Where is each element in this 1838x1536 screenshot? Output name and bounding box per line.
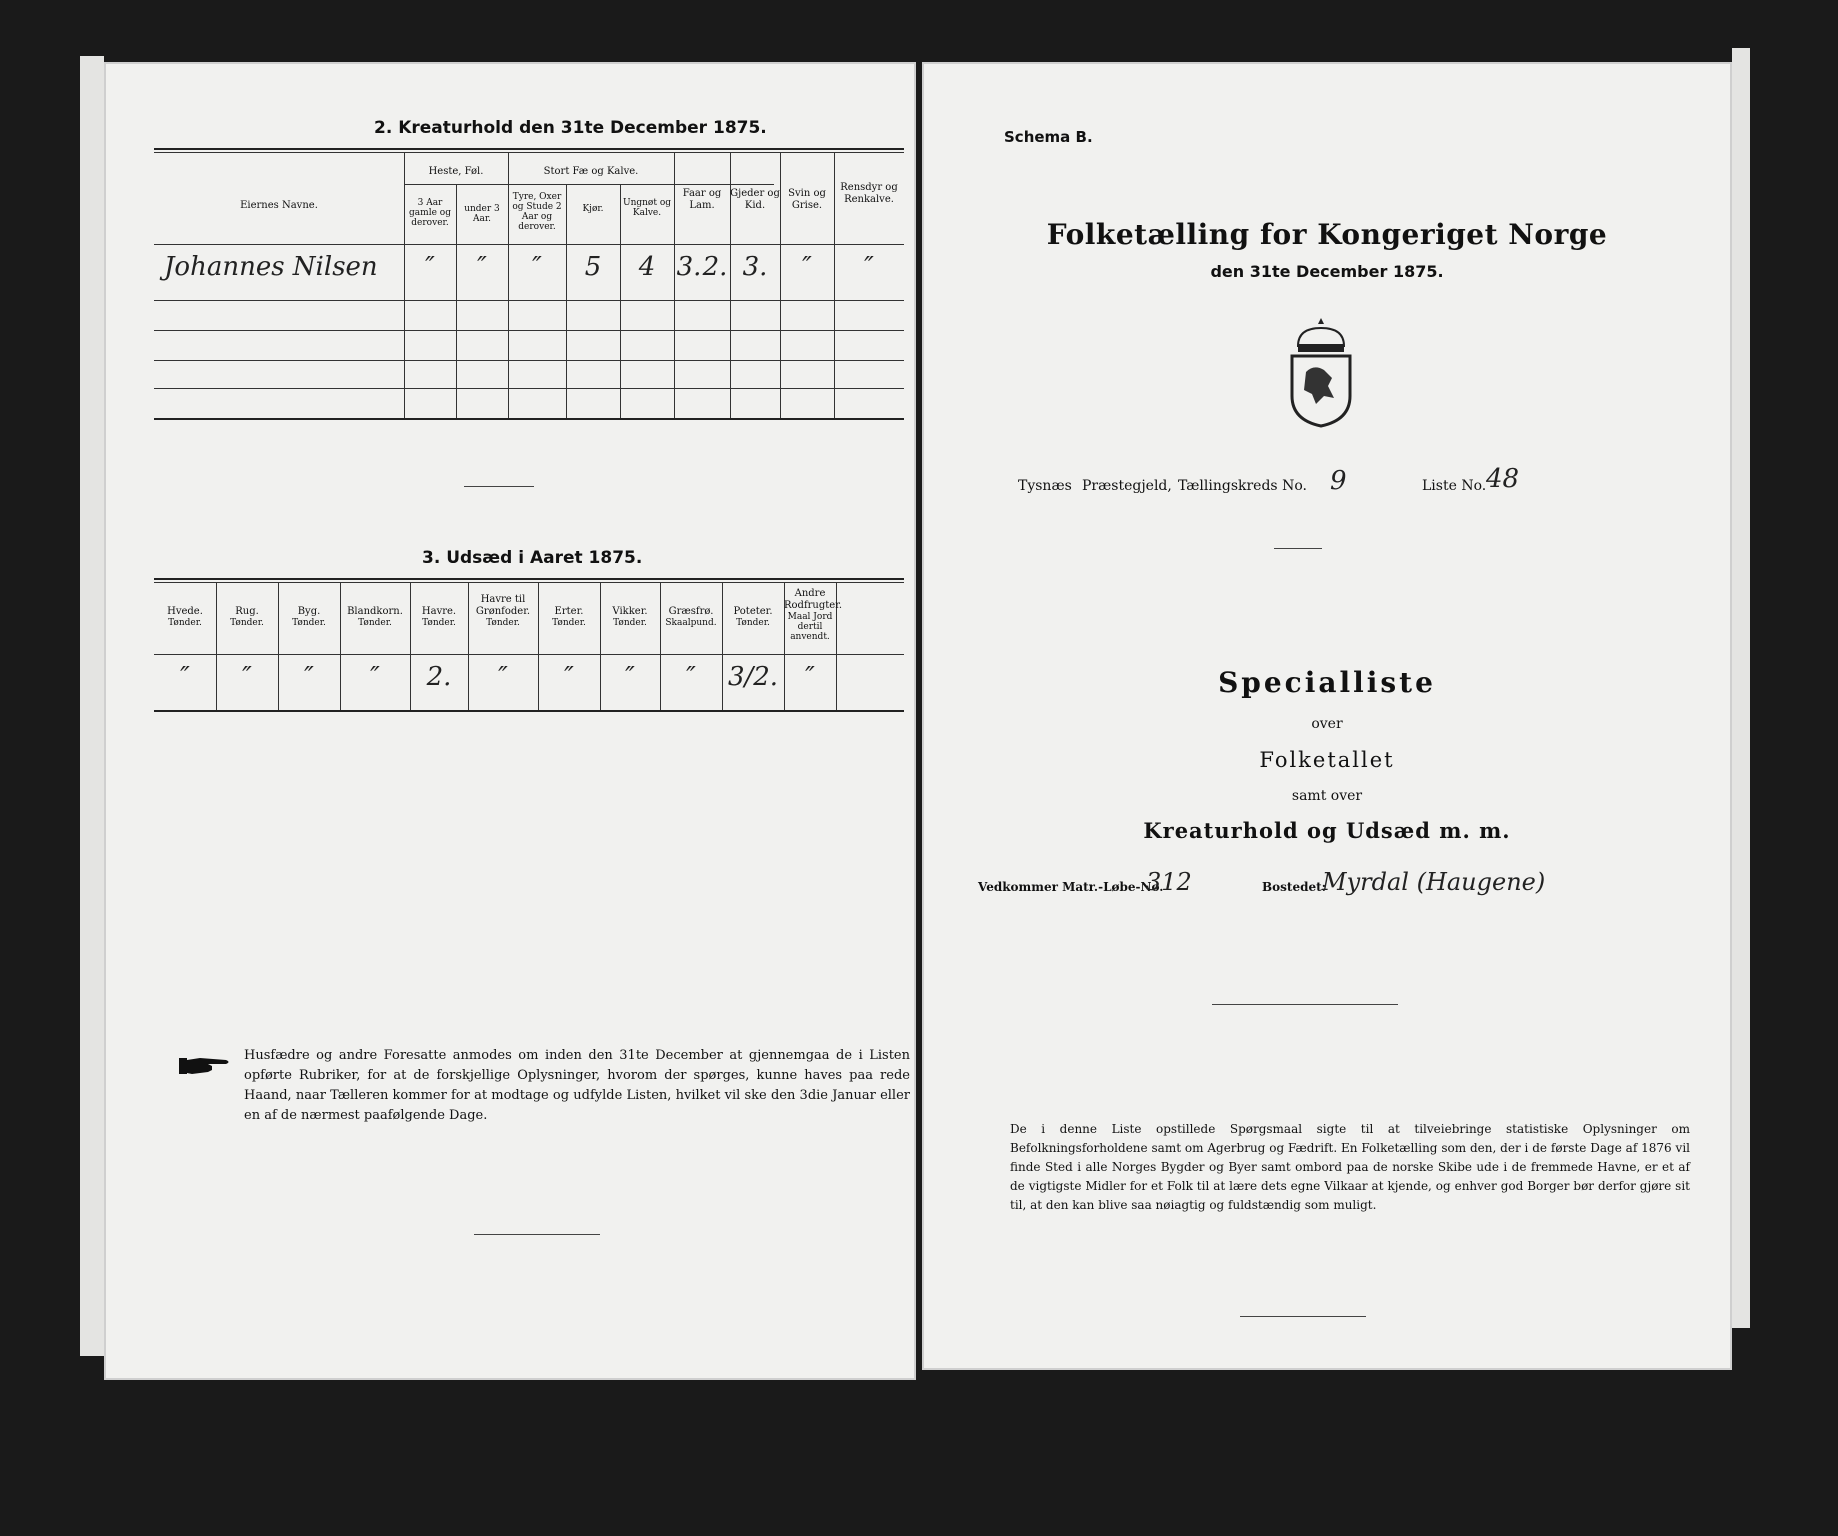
parish-label: Præstegjeld,: [1082, 478, 1172, 494]
col-pigs: Svin og Grise.: [788, 188, 826, 211]
list-number: 48: [1486, 464, 1520, 494]
pointing-hand-icon: [178, 1052, 232, 1078]
specialliste-title: Specialliste: [1218, 666, 1436, 699]
seed-col: Erter. Tønder.: [552, 606, 586, 628]
seed-value: ″: [564, 662, 574, 692]
col-owner: Eiernes Navne.: [240, 200, 318, 211]
seed-value: ″: [370, 662, 380, 692]
col-horses-sub1: 3 Aar gamle og derover.: [409, 198, 451, 228]
back-sheet-left: [80, 56, 104, 1356]
col-horses-sub2: under 3 Aar.: [464, 204, 500, 224]
coat-of-arms-icon: [1284, 316, 1358, 428]
livestock-value: ″: [477, 252, 487, 282]
col-goats: Gjeder og Kid.: [730, 188, 780, 211]
seed-col: Andre Rodfrugter. Maal Jord dertil anvendt.: [784, 588, 843, 642]
seed-col: Rug. Tønder.: [230, 606, 264, 628]
livestock-value: ″: [532, 252, 542, 282]
seed-value: ″: [805, 662, 815, 692]
livestock-value: ″: [802, 252, 812, 282]
col-horses: Heste, Føl.: [428, 166, 484, 177]
schema-label: Schema B.: [1004, 128, 1093, 146]
livestock-value: 3.: [742, 252, 768, 282]
seed-col: Vikker. Tønder.: [612, 606, 648, 628]
seed-value: ″: [498, 662, 508, 692]
samt-over-text: samt over: [1291, 788, 1363, 804]
right-page: [922, 62, 1732, 1370]
col-cattle-sub3: Ungnøt og Kalve.: [622, 198, 671, 218]
seed-value: ″: [180, 662, 190, 692]
main-heading: Folketælling for Kongeriget Norge: [1046, 218, 1608, 251]
col-cattle: Stort Fæ og Kalve.: [543, 166, 639, 177]
seed-col: Havre. Tønder.: [421, 606, 457, 628]
district-number: 9: [1330, 466, 1347, 496]
seed-col: Hvede. Tønder.: [167, 606, 203, 628]
over-text: over: [1311, 716, 1343, 732]
seed-value: ″: [304, 662, 314, 692]
livestock-value: 5: [584, 252, 602, 282]
seed-value: 3/2.: [727, 662, 779, 692]
folketallet-title: Folketallet: [1259, 748, 1395, 772]
col-cattle-sub2: Kjør.: [582, 204, 604, 214]
heading-date: den 31te December 1875.: [1210, 262, 1444, 281]
kreatur-title: Kreaturhold og Udsæd m. m.: [1143, 818, 1511, 843]
seed-value: ″: [625, 662, 635, 692]
left-page: [104, 62, 916, 1380]
livestock-value: 4: [638, 252, 656, 282]
seed-value: ″: [686, 662, 696, 692]
seed-value: 2.: [426, 662, 452, 692]
col-reindeer: Rensdyr og Renkalve.: [840, 182, 898, 205]
list-label: Liste No.: [1422, 478, 1487, 494]
livestock-value: 3.: [676, 252, 702, 282]
district-label: Tællingskreds No.: [1178, 478, 1307, 494]
back-sheet-right: [1732, 48, 1750, 1328]
seed-col: Havre til Grønfoder. Tønder.: [475, 594, 531, 628]
seed-col: Poteter. Tønder.: [733, 606, 773, 628]
bosted-label: Bostedet:: [1262, 880, 1327, 894]
col-cattle-sub1: Tyre, Oxer og Stude 2 Aar og derover.: [512, 192, 562, 232]
info-paragraph: De i denne Liste opstillede Spørgsmaal sigte til at tilveiebringe statistiske Oplysninger om Befolkningsforholdene samt om Agerbrug og Fædrift. En Folketælling som den, der i de første Dage af 1876 vil finde Sted i alle Norges Bygder og Byer samt ombord paa de norske Skibe ude i de fremmede Havne, er et af de vigtigste Midler for et Folk til at lære dets egne Vilkaar at kjende, og enhver god Borger bør derfor gjøre sit til, at den kan blive saa nøiagtig og fuldstændig som muligt.: [1010, 1122, 1690, 1212]
owner-name: Johannes Nilsen: [164, 252, 378, 282]
notice-text: Husfædre og andre Foresatte anmodes om inden den 31te December at gjennemgaa de i Listen opførte Rubriker, for at de forskjellige Oplysninger, hvorom der spørges, kunne haves paa rede Haand, naar Tælleren kommer for at modtage og udfylde Listen, hvilket vil ske den 3die Januar eller en af de nærmest paafølgende Dage.: [244, 1048, 910, 1123]
livestock-value: ″: [425, 252, 435, 282]
seed-col: Byg. Tønder.: [292, 606, 326, 628]
seed-col: Blandkorn. Tønder.: [347, 606, 403, 628]
seed-title: 3. Udsæd i Aaret 1875.: [422, 548, 643, 568]
seed-value: ″: [242, 662, 252, 692]
col-sheep: Faar og Lam.: [682, 188, 722, 211]
matr-label: Vedkommer Matr.-Løbe-No.: [978, 880, 1164, 894]
livestock-title: 2. Kreaturhold den 31te December 1875.: [374, 118, 767, 138]
livestock-value: 2.: [702, 252, 728, 282]
parish-name: Tysnæs: [1018, 478, 1072, 494]
matr-number: 312: [1146, 868, 1192, 896]
livestock-value: ″: [864, 252, 874, 282]
bosted-value: Myrdal (Haugene): [1322, 868, 1546, 896]
seed-col: Græsfrø. Skaalpund.: [665, 606, 717, 628]
